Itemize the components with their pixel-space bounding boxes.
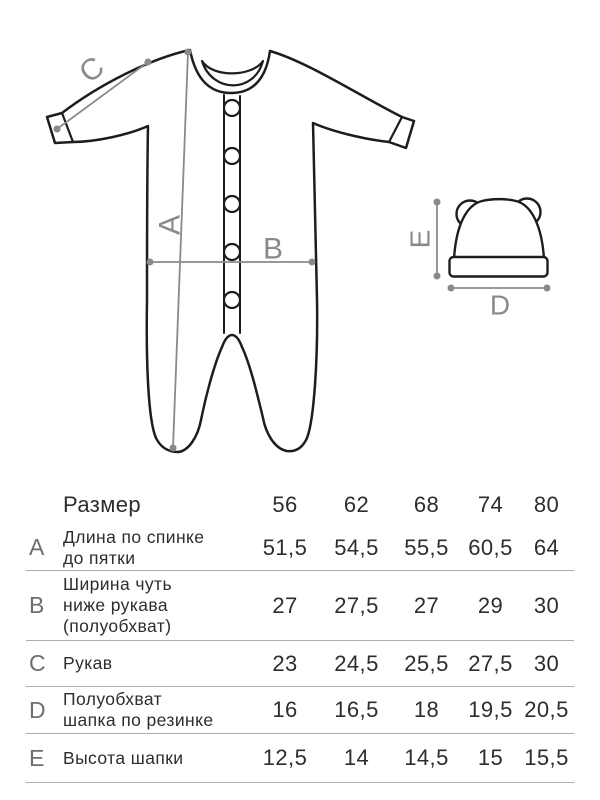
- row-description: [63, 653, 248, 674]
- size-column-header: 80: [533, 492, 560, 517]
- row-value: 12,5: [262, 745, 308, 770]
- row-letter: A: [29, 534, 45, 560]
- row-letter: D: [29, 696, 47, 723]
- hat-brim: [450, 257, 548, 277]
- collar-binding: [202, 61, 263, 85]
- measure-dot: [145, 59, 152, 66]
- row-value: 55,5: [404, 534, 449, 560]
- measure-dot: [544, 285, 551, 292]
- row-value: 30: [533, 650, 560, 676]
- table-header-row: [26, 485, 574, 525]
- button-icon: [224, 292, 240, 308]
- measure-dot: [309, 259, 316, 266]
- sleepsuit-drawing: [47, 50, 414, 452]
- row-value: 51,5: [262, 534, 308, 560]
- row-description-line: Высота шапки: [63, 747, 184, 768]
- row-value: 14: [343, 745, 370, 770]
- row-value: 15: [477, 745, 504, 770]
- row-value: 15,5: [524, 745, 569, 770]
- size-column-header: 62: [343, 492, 370, 517]
- diagram-label-c: C: [73, 50, 111, 90]
- row-description: [63, 574, 248, 637]
- row-value: 23: [272, 650, 298, 676]
- measure-dot: [170, 445, 177, 452]
- table-row-c: [26, 641, 574, 687]
- row-description: [63, 689, 248, 731]
- row-value: 19,5: [468, 697, 513, 722]
- size-column-header: 74: [477, 492, 504, 517]
- row-letter: C: [29, 650, 47, 676]
- row-value: 54,5: [334, 534, 379, 560]
- diagram-label-d: D: [489, 289, 511, 321]
- row-value: 64: [533, 534, 560, 560]
- diagram-label-b: B: [262, 232, 284, 266]
- row-description-line: (полуобхват): [63, 616, 172, 636]
- size-table: [26, 485, 574, 783]
- row-description-line: до пятки: [63, 547, 136, 568]
- row-value: 27: [272, 592, 298, 618]
- row-letter: E: [29, 744, 45, 771]
- row-value: 29: [477, 592, 504, 618]
- row-value: 14,5: [404, 745, 449, 770]
- button-icon: [224, 196, 240, 212]
- hat-drawing: [450, 199, 548, 277]
- row-description-line: Ширина чуть: [63, 574, 172, 594]
- button-icon: [224, 100, 240, 116]
- measure-dot: [434, 273, 441, 280]
- row-value: 16,5: [334, 697, 379, 722]
- row-letter: B: [29, 592, 45, 618]
- size-column-header: 56: [272, 492, 298, 517]
- table-row-d: [26, 687, 574, 734]
- table-row-e: [26, 734, 574, 783]
- row-description-line: Рукав: [63, 653, 113, 673]
- table-row-b: [26, 571, 574, 641]
- measure-dot: [448, 285, 455, 292]
- diagram-label-a: A: [153, 214, 187, 236]
- row-value: 16: [272, 697, 298, 722]
- measure-dot: [54, 126, 61, 133]
- row-description-line: Длина по спинке: [63, 526, 205, 547]
- row-description-line: ниже рукава: [63, 595, 169, 615]
- button-icon: [224, 148, 240, 164]
- row-value: 27,5: [334, 592, 379, 618]
- size-column-header: 68: [413, 492, 440, 517]
- row-value: 60,5: [468, 534, 513, 560]
- row-description: [63, 527, 248, 569]
- row-value: 30: [533, 592, 560, 618]
- row-value: 24,5: [334, 650, 379, 676]
- table-row-a: [26, 525, 574, 571]
- table-title: Размер: [63, 492, 142, 517]
- measure-dot: [434, 199, 441, 206]
- row-description-line: шапка по резинке: [63, 710, 214, 730]
- measure-dot: [147, 259, 154, 266]
- row-description-line: Полуобхват: [63, 689, 163, 709]
- row-value: 25,5: [404, 650, 449, 676]
- measure-dot: [185, 49, 192, 56]
- row-value: 27: [413, 592, 440, 618]
- row-value: 27,5: [468, 650, 513, 676]
- row-value: 18: [413, 697, 440, 722]
- diagram-label-e: E: [404, 229, 436, 249]
- row-value: 20,5: [524, 697, 569, 722]
- row-description: [63, 748, 248, 769]
- button-icon: [224, 244, 240, 260]
